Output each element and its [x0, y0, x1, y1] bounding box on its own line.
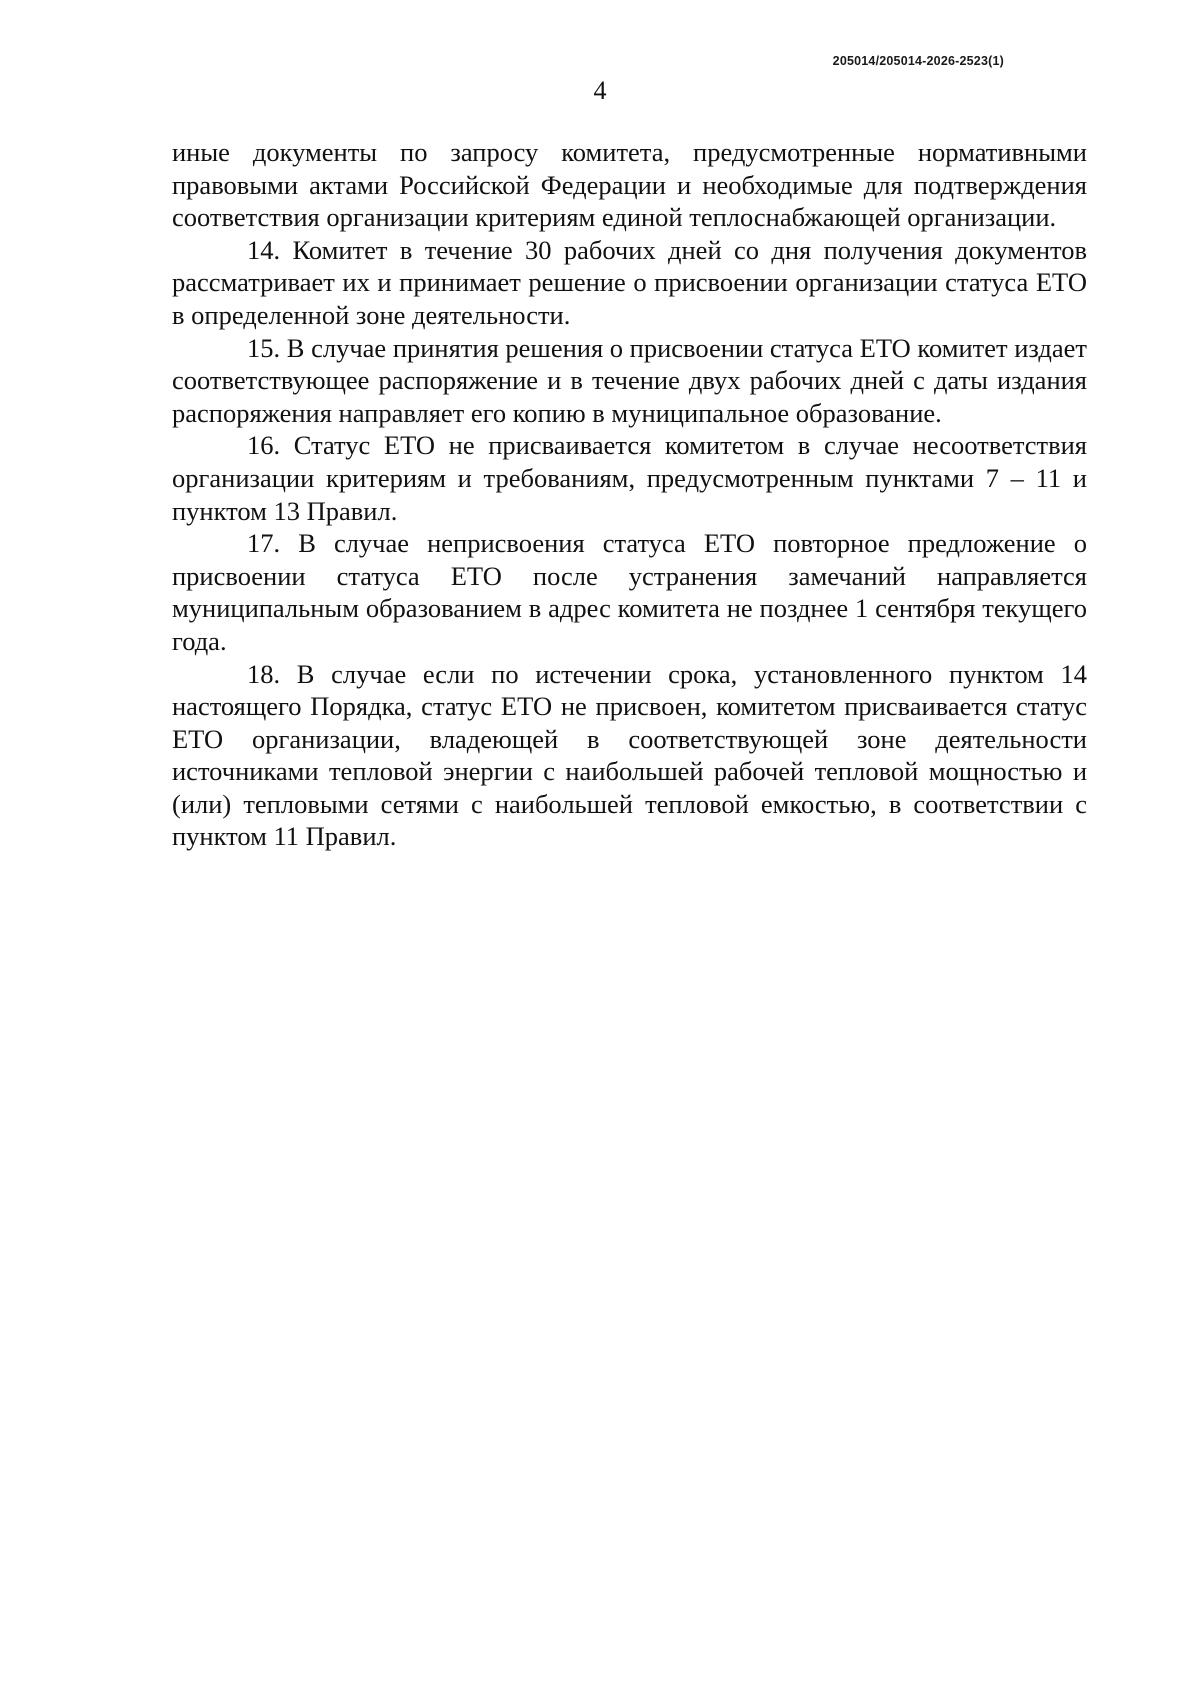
paragraph-18: 18. В случае если по истечении срока, установленного пунктом 14 настоящего Порядка, статус ЕТО не присвоен, комитетом присваивается статус ЕТО организации, владеющей в соответствующей зоне деятельности источниками тепловой энергии с наибольшей рабочей тепловой мощностью и (или) тепловыми сетями с наибольшей тепловой емкостью, в соответствии с пунктом 11 Правил.	[172, 658, 1087, 852]
document-body	[172, 136, 1087, 853]
paragraph-16: 16. Статус ЕТО не присваивается комитетом в случае несоответствия организации критериям и требованиям, предусмотренным пунктами 7 – 11 и пунктом 13 Правил.	[172, 430, 1087, 526]
paragraph-15: 15. В случае принятия решения о присвоении статуса ЕТО комитет издает соответствующее распоряжение и в течение двух рабочих дней с даты издания распоряжения направляет его копию в муниципальное образование.	[172, 332, 1087, 428]
document-code: 205014/205014-2026-2523(1)	[832, 54, 1004, 68]
paragraph-17: 17. В случае неприсвоения статуса ЕТО повторное предложение о присвоении статуса ЕТО после устранения замечаний направляется муниципальным образованием в адрес комитета не позднее 1 сентября текущего года.	[172, 528, 1087, 656]
paragraph-14: 14. Комитет в течение 30 рабочих дней со дня получения документов рассматривает их и принимает решение о присвоении организации статуса ЕТО в определенной зоне деятельности.	[172, 234, 1087, 330]
paragraph-continuation: иные документы по запросу комитета, предусмотренные нормативными правовыми актами Российской Федерации и необходимые для подтверждения соответствия организации критериям единой теплоснабжающей организации.	[172, 137, 1087, 233]
page-number: 4	[593, 76, 607, 105]
